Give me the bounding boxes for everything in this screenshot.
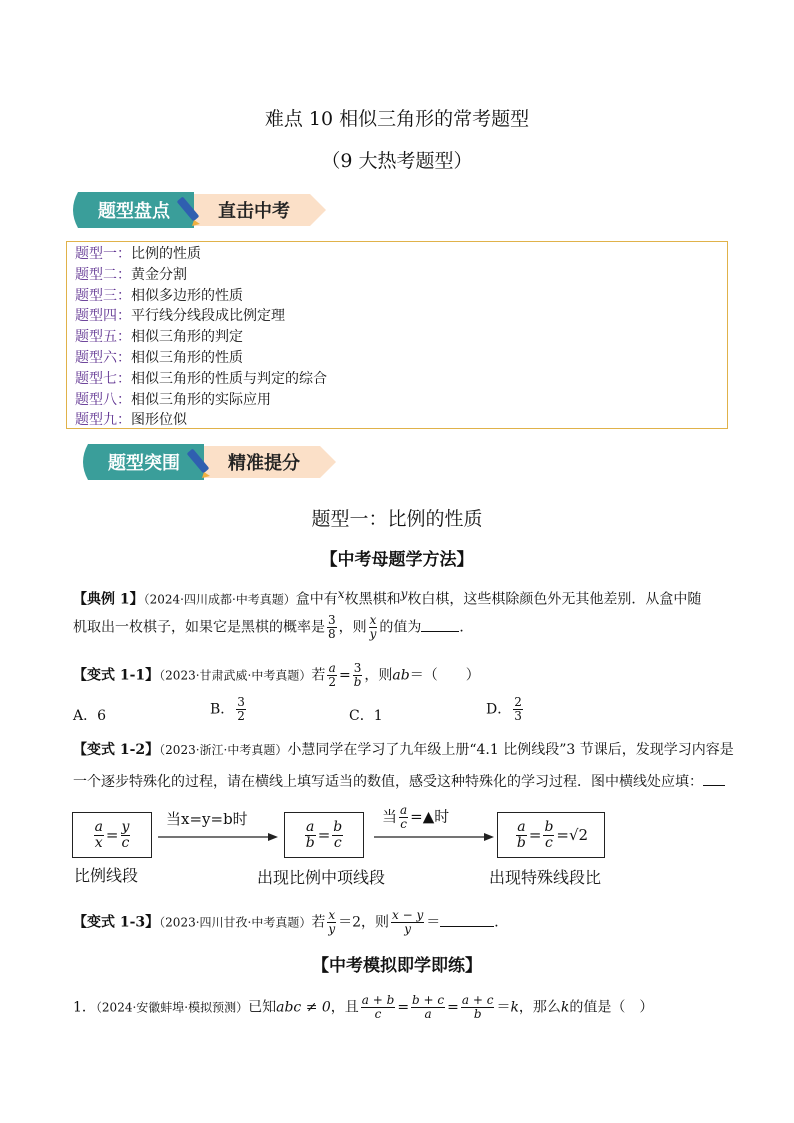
question-1-number: 1． xyxy=(73,999,96,1016)
example1-text: 枚黑棋和 xyxy=(344,591,401,608)
toc-item-key: 题型三： xyxy=(75,287,131,304)
example1-text: ，则 xyxy=(338,619,367,636)
question-1: 1．（2024·安徽蚌埠·模拟预测）已知abc ≠ 0，且 $\frac{a + b}{c}$ = $\frac{b + c}{a}$ = $\frac{a + c}{b}$ ＝k，那么k的值是（ ） xyxy=(73,993,654,1021)
variant-1-1: 【变式 1-1】（2023·甘肃武威·中考真题）若 $\frac{a}{2}$ = $\frac{3}{b}$ ，则ab＝（ ） xyxy=(73,661,480,689)
variant-1-3-text: ＝ xyxy=(426,914,441,931)
toc-item-text: 黄金分割 xyxy=(131,266,187,283)
variant-1-1-label: 【变式 1-1】 xyxy=(73,667,160,684)
arrow-1 xyxy=(156,808,278,838)
toc-item xyxy=(75,244,719,265)
toc-item-text: 图形位似 xyxy=(131,412,187,429)
toc-item-key: 题型五： xyxy=(75,329,131,346)
banner-question-overview xyxy=(66,190,328,230)
arrow-2 xyxy=(372,804,494,838)
example1-text: ． xyxy=(459,619,474,636)
example1-text: 盒中有 xyxy=(295,591,338,608)
question-1-text: ，那么 xyxy=(518,999,561,1016)
fraction-x-y: $\frac{x}{y}$ xyxy=(369,613,377,641)
banner1-left-text: 题型盘点 xyxy=(98,201,170,222)
question-type-list xyxy=(66,241,728,429)
variant-1-2-text: 一个逐步特殊化的过程，请在横线上填写适当的数值，感受这种特殊化的学习过程．图中横线处应填： xyxy=(73,774,703,790)
toc-item xyxy=(75,390,719,411)
fraction-a-2: $\frac{a}{2}$ xyxy=(328,661,336,689)
variant-1-2-text: 小慧同学在学习了九年级上册“4.1 比例线段”3 节课后，发现学习内容是 xyxy=(287,742,734,758)
variant-1-1-text: ＝（ ） xyxy=(409,667,480,684)
variant-1-2-label: 【变式 1-2】 xyxy=(73,742,160,758)
variant-1-1-text: ，则 xyxy=(364,667,393,684)
variant-1-1-text: 若 xyxy=(311,667,326,684)
variant-1-3-text: ＝2，则 xyxy=(338,914,390,931)
toc-item xyxy=(75,306,719,327)
toc-item-text: 相似三角形的实际应用 xyxy=(131,391,271,408)
option-b: B． $\frac{3}{2}$ xyxy=(210,695,245,723)
banner2-right-text: 精准提分 xyxy=(228,453,300,474)
var-abc: abc ≠ 0 xyxy=(276,999,331,1016)
fraction-3-b: $\frac{3}{b}$ xyxy=(353,661,362,689)
var-x: x xyxy=(337,587,345,601)
answer-blank xyxy=(421,631,459,632)
toc-item-text: 相似多边形的性质 xyxy=(131,287,243,304)
variant-1-2-line2 xyxy=(73,772,723,792)
example1-line2 xyxy=(73,614,723,641)
toc-item xyxy=(75,348,719,369)
fraction-bc-a: $\frac{b + c}{a}$ xyxy=(412,993,445,1021)
toc-item xyxy=(75,410,719,431)
toc-item-key: 题型一： xyxy=(75,246,131,262)
toc-item-key: 题型四： xyxy=(75,308,131,325)
toc-item-text: 比例的性质 xyxy=(131,246,201,262)
example1-text: 机取出一枚棋子，如果它是黑棋的概率是 xyxy=(73,619,325,636)
example1-label: 【典例 1】 xyxy=(73,591,144,608)
toc-item-key: 题型八： xyxy=(75,391,131,408)
arrow-1-label: 当x=y=b时 xyxy=(166,810,248,828)
option-a: A．6 xyxy=(73,708,107,724)
toc-item-text: 相似三角形的性质与判定的综合 xyxy=(131,370,327,387)
variant-1-3-text: ． xyxy=(494,914,509,931)
toc-item-key: 题型六： xyxy=(75,349,131,366)
fraction-3-8: $\frac{3}{8}$ xyxy=(328,613,336,641)
toc-item-text: 相似三角形的判定 xyxy=(131,329,243,346)
fraction-xmy-y: $\frac{x - y}{y}$ xyxy=(392,908,424,936)
question-1-text: 的值是（ ） xyxy=(569,999,654,1016)
example1-text: 的值为 xyxy=(379,619,422,636)
variant-1-3 xyxy=(73,909,723,936)
box-special-ratio: $\frac{a}{b}$ = $\frac{b}{c}$ = √2 xyxy=(497,812,605,858)
example1-line1 xyxy=(73,584,723,610)
practice-header: 【中考模拟即学即练】 xyxy=(312,956,482,976)
variant-1-1-source: （2023·甘肃武威·中考真题） xyxy=(159,668,312,683)
var-ab: ab xyxy=(392,667,410,684)
toc-item xyxy=(75,286,719,307)
toc-item-text: 相似三角形的性质 xyxy=(131,349,243,366)
page-title: 难点 10 相似三角形的常考题型 xyxy=(264,108,530,130)
question-1-source: （2024·安徽蚌埠·模拟预测） xyxy=(95,1000,249,1015)
answer-blank xyxy=(703,785,725,786)
banner2-left-text: 题型突围 xyxy=(108,453,180,474)
toc-item xyxy=(75,327,719,348)
caption-mean-proportional: 出现比例中项线段 xyxy=(257,868,386,887)
var-k: k xyxy=(510,999,519,1016)
var-y: y xyxy=(400,587,408,601)
arrow-2-label: 当 $\frac{a}{c}$ =▲时 xyxy=(382,803,450,831)
banner-question-breakthrough xyxy=(76,442,338,482)
box-mean-proportional: $\frac{a}{b}$ = $\frac{b}{c}$ xyxy=(284,812,364,858)
answer-blank xyxy=(440,926,494,927)
variant-1-2-line1 xyxy=(73,740,734,760)
toc-item xyxy=(75,265,719,286)
section-title: 题型一：比例的性质 xyxy=(311,508,483,530)
caption-special-ratio: 出现特殊线段比 xyxy=(489,868,602,887)
fraction-x-y: $\frac{x}{y}$ xyxy=(328,908,336,936)
variant-1-2-source: （2023·浙江·中考真题） xyxy=(159,743,288,757)
question-1-text: ，且 xyxy=(330,999,359,1016)
banner1-right-text: 直击中考 xyxy=(218,201,290,222)
question-1-text: 已知 xyxy=(248,999,277,1016)
toc-item-key: 题型九： xyxy=(75,412,131,429)
example1-text: 枚白棋，这些棋除颜色外无其他差别．从盒中随 xyxy=(407,591,702,608)
fraction-ac-b: $\frac{a + c}{b}$ xyxy=(461,993,494,1021)
toc-item xyxy=(75,369,719,390)
option-d: D． $\frac{2}{3}$ xyxy=(486,695,522,723)
page-subtitle: （9 大热考题型） xyxy=(321,150,473,172)
example1-source: （2024·四川成都·中考真题） xyxy=(143,592,296,607)
question-1-text: ＝ xyxy=(496,999,511,1016)
method-header: 【中考母题学方法】 xyxy=(320,550,474,570)
caption-proportion: 比例线段 xyxy=(74,866,139,885)
toc-item-key: 题型二： xyxy=(75,266,131,283)
variant-1-3-text: 若 xyxy=(311,914,326,931)
box-proportion: $\frac{a}{x}$ = $\frac{y}{c}$ xyxy=(72,812,152,858)
var-k: k xyxy=(560,999,570,1016)
option-c: C．1 xyxy=(349,708,383,724)
variant-1-3-label: 【变式 1-3】 xyxy=(73,914,160,931)
variant-1-3-source: （2023·四川甘孜·中考真题） xyxy=(159,915,312,930)
sqrt2-value: √2 xyxy=(568,826,589,844)
toc-item-key: 题型七： xyxy=(75,370,131,387)
fraction-ab-c: $\frac{a + b}{c}$ xyxy=(361,993,395,1021)
toc-item-text: 平行线分线段成比例定理 xyxy=(131,308,285,325)
